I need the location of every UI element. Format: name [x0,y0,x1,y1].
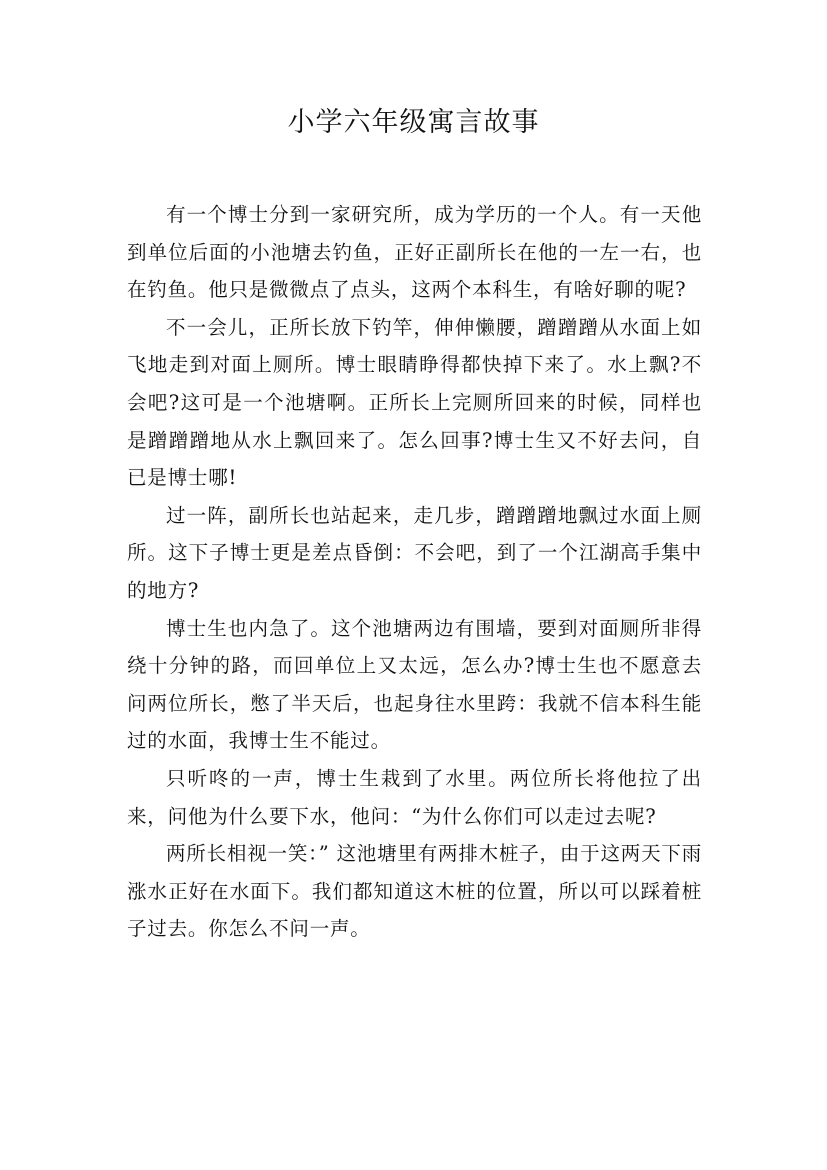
paragraph-2: 不一会儿，正所长放下钓竿，伸伸懒腰，蹭蹭蹭从水面上如飞地走到对面上厕所。博士眼睛睁得都快掉下来了。水上飘?不会吧?这可是一个池塘啊。正所长上完厕所回来的时候，同样也是蹭蹭蹭地从水上飘回来了。怎么回事?博士生又不好去问，自已是博士哪! [127,315,702,490]
document-title: 小学六年级寓言故事 [287,107,540,138]
paragraph-1: 有一个博士分到一家研究所，成为学历的一个人。有一天他到单位后面的小池塘去钓鱼，正好正副所长在他的一左一右，也在钓鱼。他只是微微点了点头，这两个本科生，有啥好聊的呢? [127,203,702,302]
paragraph-4: 博士生也内急了。这个池塘两边有围墙，要到对面厕所非得绕十分钟的路，而回单位上又太远，怎么办?博士生也不愿意去问两位所长，憋了半天后，也起身往水里跨：我就不信本科生能过的水面，我博士生不能过。 [127,616,702,753]
paragraph-6: 两所长相视一笑：” 这池塘里有两排木桩子，由于这两天下雨涨水正好在水面下。我们都知道这木桩的位置，所以可以踩着桩子过去。你怎么不问一声。 [127,842,702,941]
paragraph-5: 只听咚的一声，博士生栽到了水里。两位所长将他拉了出来，问他为什么要下水，他问：“为什么你们可以走过去呢? [127,766,702,828]
document-body [127,196,702,948]
paragraph-3: 过一阵，副所长也站起来，走几步，蹭蹭蹭地飘过水面上厕所。这下子博士更是差点昏倒：不会吧，到了一个江湖高手集中的地方? [127,503,702,602]
